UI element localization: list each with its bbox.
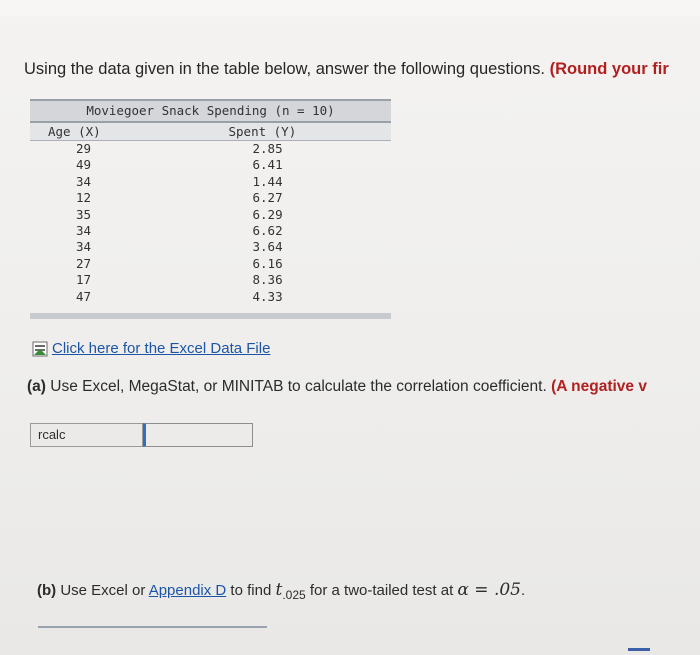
- table-row: [30, 239, 391, 255]
- col-spent-header: Spent (Y): [228, 124, 297, 139]
- table-row: [30, 272, 391, 288]
- table-row: [30, 289, 391, 305]
- table-bottom-rule: [30, 313, 391, 319]
- excel-data-link-row[interactable]: [32, 340, 270, 357]
- instructions: [24, 60, 669, 79]
- answer-line-b[interactable]: [38, 626, 267, 628]
- age-cell: 49: [76, 157, 92, 173]
- spent-cell: 3.64: [252, 239, 283, 255]
- age-cell: 27: [76, 255, 92, 271]
- spent-cell: 6.27: [252, 190, 283, 206]
- table-row: [30, 207, 391, 223]
- question-a-bold: (A negative v: [551, 378, 647, 395]
- table-row: [30, 141, 391, 157]
- excel-file-icon: [32, 341, 48, 357]
- spent-cell: 1.44: [252, 173, 283, 189]
- corner-mark: [628, 648, 650, 651]
- spent-cell: 6.29: [252, 206, 283, 222]
- t-symbol: t: [275, 580, 283, 600]
- rcalc-input[interactable]: [143, 423, 253, 447]
- question-b: [37, 580, 525, 602]
- age-cell: 17: [76, 272, 92, 288]
- spent-cell: 8.36: [252, 272, 283, 288]
- age-cell: 34: [76, 239, 92, 255]
- age-cell: 12: [76, 190, 92, 206]
- spent-cell: 2.85: [252, 141, 283, 156]
- excel-data-link[interactable]: Click here for the Excel Data File: [52, 340, 271, 357]
- question-b-text3: for a two-tailed test at: [305, 582, 458, 599]
- instructions-bold: (Round your fir: [549, 60, 669, 78]
- table-row: [30, 157, 391, 173]
- question-b-end: .: [521, 582, 526, 599]
- spent-cell: 6.41: [252, 157, 283, 173]
- age-cell: 47: [76, 288, 92, 304]
- rcalc-label: rcalc: [30, 423, 143, 447]
- age-cell: 34: [76, 222, 92, 238]
- age-cell: 29: [76, 141, 92, 156]
- question-a-text: Use Excel, MegaStat, or MINITAB to calculate the correlation coefficient.: [45, 378, 552, 395]
- t-subscript: .025: [282, 588, 306, 602]
- age-cell: 35: [76, 206, 92, 222]
- instructions-text: Using the data given in the table below, answer the following questions.: [24, 60, 550, 78]
- spent-cell: 4.33: [252, 288, 283, 304]
- col-age-header: Age (X): [48, 124, 101, 139]
- question-b-text2: to find: [226, 582, 276, 599]
- top-edge: [0, 0, 700, 16]
- appendix-d-link[interactable]: Appendix D: [148, 582, 227, 599]
- question-a-label: (a): [27, 378, 46, 395]
- spent-cell: 6.16: [252, 255, 283, 271]
- question-a: [27, 378, 647, 396]
- question-b-label: (b): [37, 582, 57, 599]
- table-row: [30, 256, 391, 272]
- alpha-value: α = .05: [457, 580, 521, 600]
- table-header: [30, 123, 391, 141]
- table-row: [30, 223, 391, 239]
- table-row: [30, 190, 391, 206]
- spent-cell: 6.62: [252, 222, 283, 238]
- age-cell: 34: [76, 173, 92, 189]
- table-title: Moviegoer Snack Spending (n = 10): [30, 99, 391, 123]
- data-table: [30, 99, 391, 319]
- table-row: [30, 174, 391, 190]
- question-b-text1: Use Excel or: [56, 582, 149, 599]
